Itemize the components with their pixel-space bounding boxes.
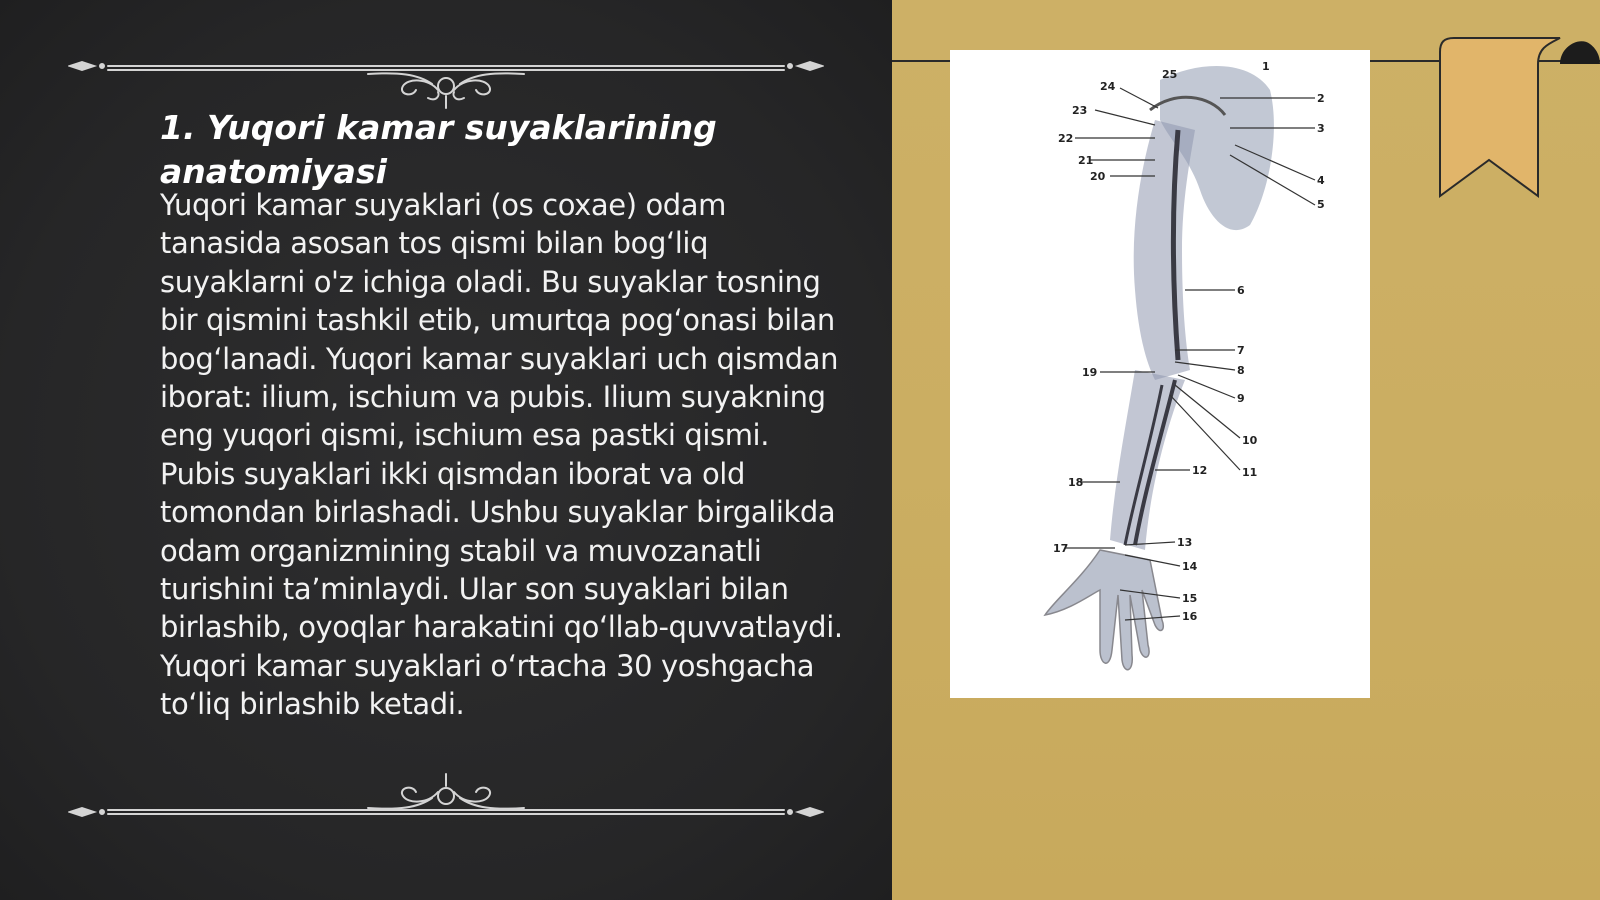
figure-label: 21	[1078, 154, 1094, 167]
figure-label: 24	[1100, 80, 1116, 93]
figure-label: 16	[1182, 610, 1198, 623]
slide-title: 1. Yuqori kamar suyaklarining anatomiyasi	[160, 108, 717, 191]
figure-label: 14	[1182, 560, 1198, 573]
figure-label: 2	[1317, 92, 1325, 105]
figure-label: 7	[1237, 344, 1245, 357]
figure-label: 20	[1090, 170, 1106, 183]
figure-label: 12	[1192, 464, 1208, 477]
figure-label: 6	[1237, 284, 1245, 297]
figure-label: 17	[1053, 542, 1069, 555]
figure-label: 5	[1317, 198, 1325, 211]
figure-label: 22	[1058, 132, 1074, 145]
figure-label: 18	[1068, 476, 1084, 489]
figure-label: 8	[1237, 364, 1245, 377]
scroll-divider-icon	[68, 50, 824, 110]
bookmark-ribbon-icon	[1430, 36, 1600, 206]
arm-anatomy-figure	[950, 50, 1370, 698]
figure-label: 3	[1317, 122, 1325, 135]
figure-label: 23	[1072, 104, 1088, 117]
slide-body-text: Yuqori kamar suyaklari (os coxae) odam tanasida asosan tos qismi bilan bog‘liq suyaklarni o'z ichiga oladi. Bu suyaklar tosning bir qismini tashkil etib, umurtqa pog‘onasi bilan bog‘lanadi. Yuqori kamar suyaklari uch qismdan iborat: ilium, ischium va pubis. Ilium suyakning eng yuqori qismi, ischium esa pastki qismi. Pubis suyaklari ikki qismdan iborat va old tomondan birlashadi. Ushbu suyaklar birgalikda odam organizmining stabil va muvozanatli turishini ta’minlaydi. Ular son suyaklari bilan birlashib, oyoqlar harakatini qo‘llab-quvvatlaydi. Yuqori kamar suyaklari o‘rtacha 30 yoshgacha to‘liq birlashib ketadi.	[160, 188, 843, 722]
figure-label: 25	[1162, 68, 1178, 81]
figure-label: 11	[1242, 466, 1258, 479]
figure-label: 10	[1242, 434, 1258, 447]
arm-illustration	[950, 50, 1370, 698]
figure-label: 1	[1262, 60, 1270, 73]
figure-label: 13	[1177, 536, 1193, 549]
scroll-divider-icon	[68, 770, 824, 830]
figure-label: 9	[1237, 392, 1245, 405]
figure-label: 4	[1317, 174, 1325, 187]
figure-label: 15	[1182, 592, 1198, 605]
figure-label: 19	[1082, 366, 1098, 379]
